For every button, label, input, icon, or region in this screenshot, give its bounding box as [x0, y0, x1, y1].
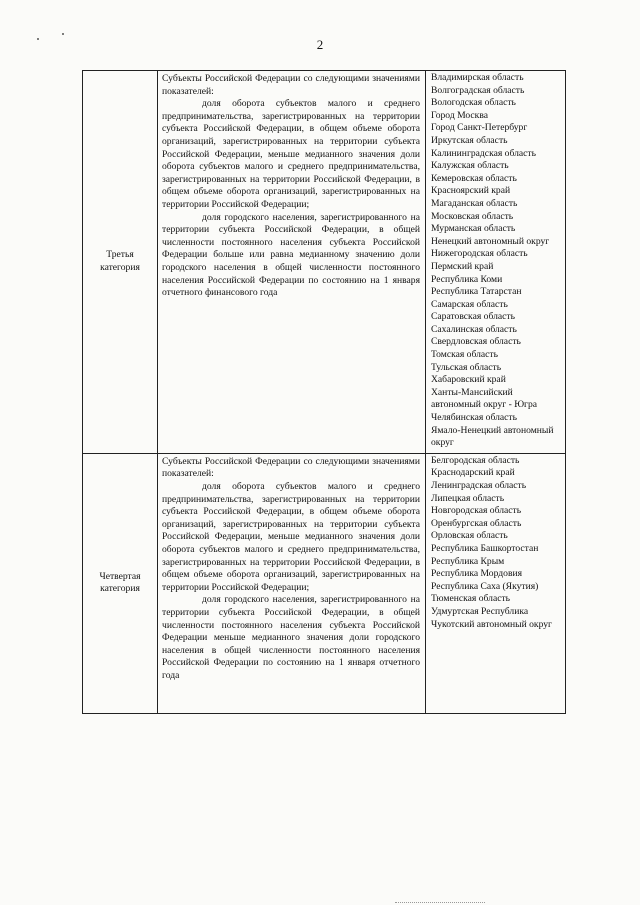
region-item: Республика Мордовия — [431, 568, 523, 580]
region-item: Республика Крым — [431, 555, 505, 567]
criteria-intro: Субъекты Российской Федерации со следующими значениями показателей: — [162, 455, 420, 480]
region-item: Калининградская область — [431, 147, 536, 159]
region-item: Ханты-Мансийский автономный округ - Югра — [431, 386, 538, 411]
regions-cell — [426, 71, 566, 454]
category-table — [82, 70, 566, 714]
criteria-intro: Субъекты Российской Федерации со следующими значениями показателей: — [162, 73, 420, 97]
region-item: Иркутская область — [431, 134, 508, 146]
region-item: Магаданская область — [431, 197, 518, 209]
region-item: Томская область — [431, 349, 498, 361]
category-label: Третья категория — [100, 249, 140, 273]
regions-cell — [426, 453, 566, 713]
category-label: Четвертая категория — [99, 570, 141, 595]
region-item: Свердловская область — [431, 336, 521, 348]
region-item: Ямало-Ненецкий автономный округ — [431, 424, 554, 449]
criteria-paragraph: доля городского населения, зарегистрированного на территории субъекта Российской Федерации, в общей численности постоянного населения субъекта Российской Федерации больше или равна медианному значению доли городского населения в общей численности постоянного населения Российской Федерации по состоянию на 1 января отчетного финансового года — [162, 211, 420, 299]
scan-artifact-line — [395, 902, 485, 903]
region-item: Тульская область — [431, 361, 502, 373]
table-row — [83, 71, 566, 454]
criteria-cell — [158, 453, 426, 713]
region-item: Челябинская область — [431, 412, 517, 424]
region-item: Республика Татарстан — [431, 286, 522, 298]
page-number: 2 — [316, 37, 324, 52]
region-item: Липецкая область — [431, 492, 505, 504]
region-item: Город Санкт-Петербург — [431, 122, 528, 134]
region-item: Хабаровский край — [431, 374, 506, 386]
region-item: Республика Башкортостан — [431, 542, 539, 554]
region-item: Белгородская область — [431, 454, 520, 466]
region-item: Пермский край — [431, 260, 494, 272]
region-item: Ненецкий автономный округ — [431, 235, 550, 247]
criteria-cell — [158, 71, 426, 454]
region-item: Орловская область — [431, 530, 508, 542]
region-item: Чукотский автономный округ — [431, 618, 552, 630]
region-item: Владимирская область — [431, 72, 524, 83]
region-item: Волгоградская область — [431, 84, 525, 96]
category-cell — [83, 71, 158, 454]
region-item: Тюменская область — [431, 593, 511, 605]
region-item: Московская область — [431, 210, 514, 222]
criteria-paragraph: доля оборота субъектов малого и среднего предпринимательства, зарегистрированных на территории субъекта Российской Федерации, в общем объеме оборота организаций, зарегистрированных на территории субъекта Российской Федерации, меньше медианного значения доли оборота субъектов малого и среднего предпринимательства, зарегистрированных на территории Российской Федерации, в общем объеме оборота организаций, зарегистрированных на территории Российской Федерации; — [162, 98, 420, 210]
region-item: Краснодарский край — [431, 467, 515, 479]
region-item: Вологодская область — [431, 97, 516, 109]
region-item: Республика Коми — [431, 273, 503, 285]
region-item: Самарская область — [431, 298, 508, 310]
region-item: Мурманская область — [431, 223, 516, 235]
region-item: Нижегородская область — [431, 248, 528, 260]
category-cell — [83, 453, 158, 713]
region-item: Саратовская область — [431, 311, 515, 323]
scan-speck — [62, 33, 64, 35]
region-item: Кемеровская область — [431, 172, 517, 184]
criteria-paragraph: доля городского населения, зарегистрированного на территории субъекта Российской Федерации, в общей численности постоянного населения субъекта Российской Федерации меньше медианного значения доли городского населения в общей численности постоянного населения Российской Федерации по состоянию на 1 января отчетного года — [162, 594, 420, 681]
region-item: Красноярский край — [431, 185, 511, 197]
region-item: Калужская область — [431, 160, 509, 172]
region-item: Новгородская область — [431, 505, 522, 517]
criteria-paragraph: доля оборота субъектов малого и среднего предпринимательства, зарегистрированных на территории субъекта Российской Федерации, в общем объеме оборота организаций, зарегистрированных на территории субъекта Российской Федерации, меньше медианного значения доли оборота субъектов малого и среднего предпринимательства, зарегистрированных на территории Российской Федерации, в общем объеме оборота организаций, зарегистрированных на территории Российской Федерации; — [162, 481, 420, 593]
region-item: Удмуртская Республика — [431, 605, 529, 617]
region-item: Сахалинская область — [431, 323, 517, 335]
table-row — [83, 453, 566, 713]
region-item: Республика Саха (Якутия) — [431, 580, 539, 592]
region-item: Ленинградская область — [431, 480, 527, 491]
region-item: Город Москва — [431, 109, 489, 121]
region-item: Оренбургская область — [431, 517, 522, 529]
